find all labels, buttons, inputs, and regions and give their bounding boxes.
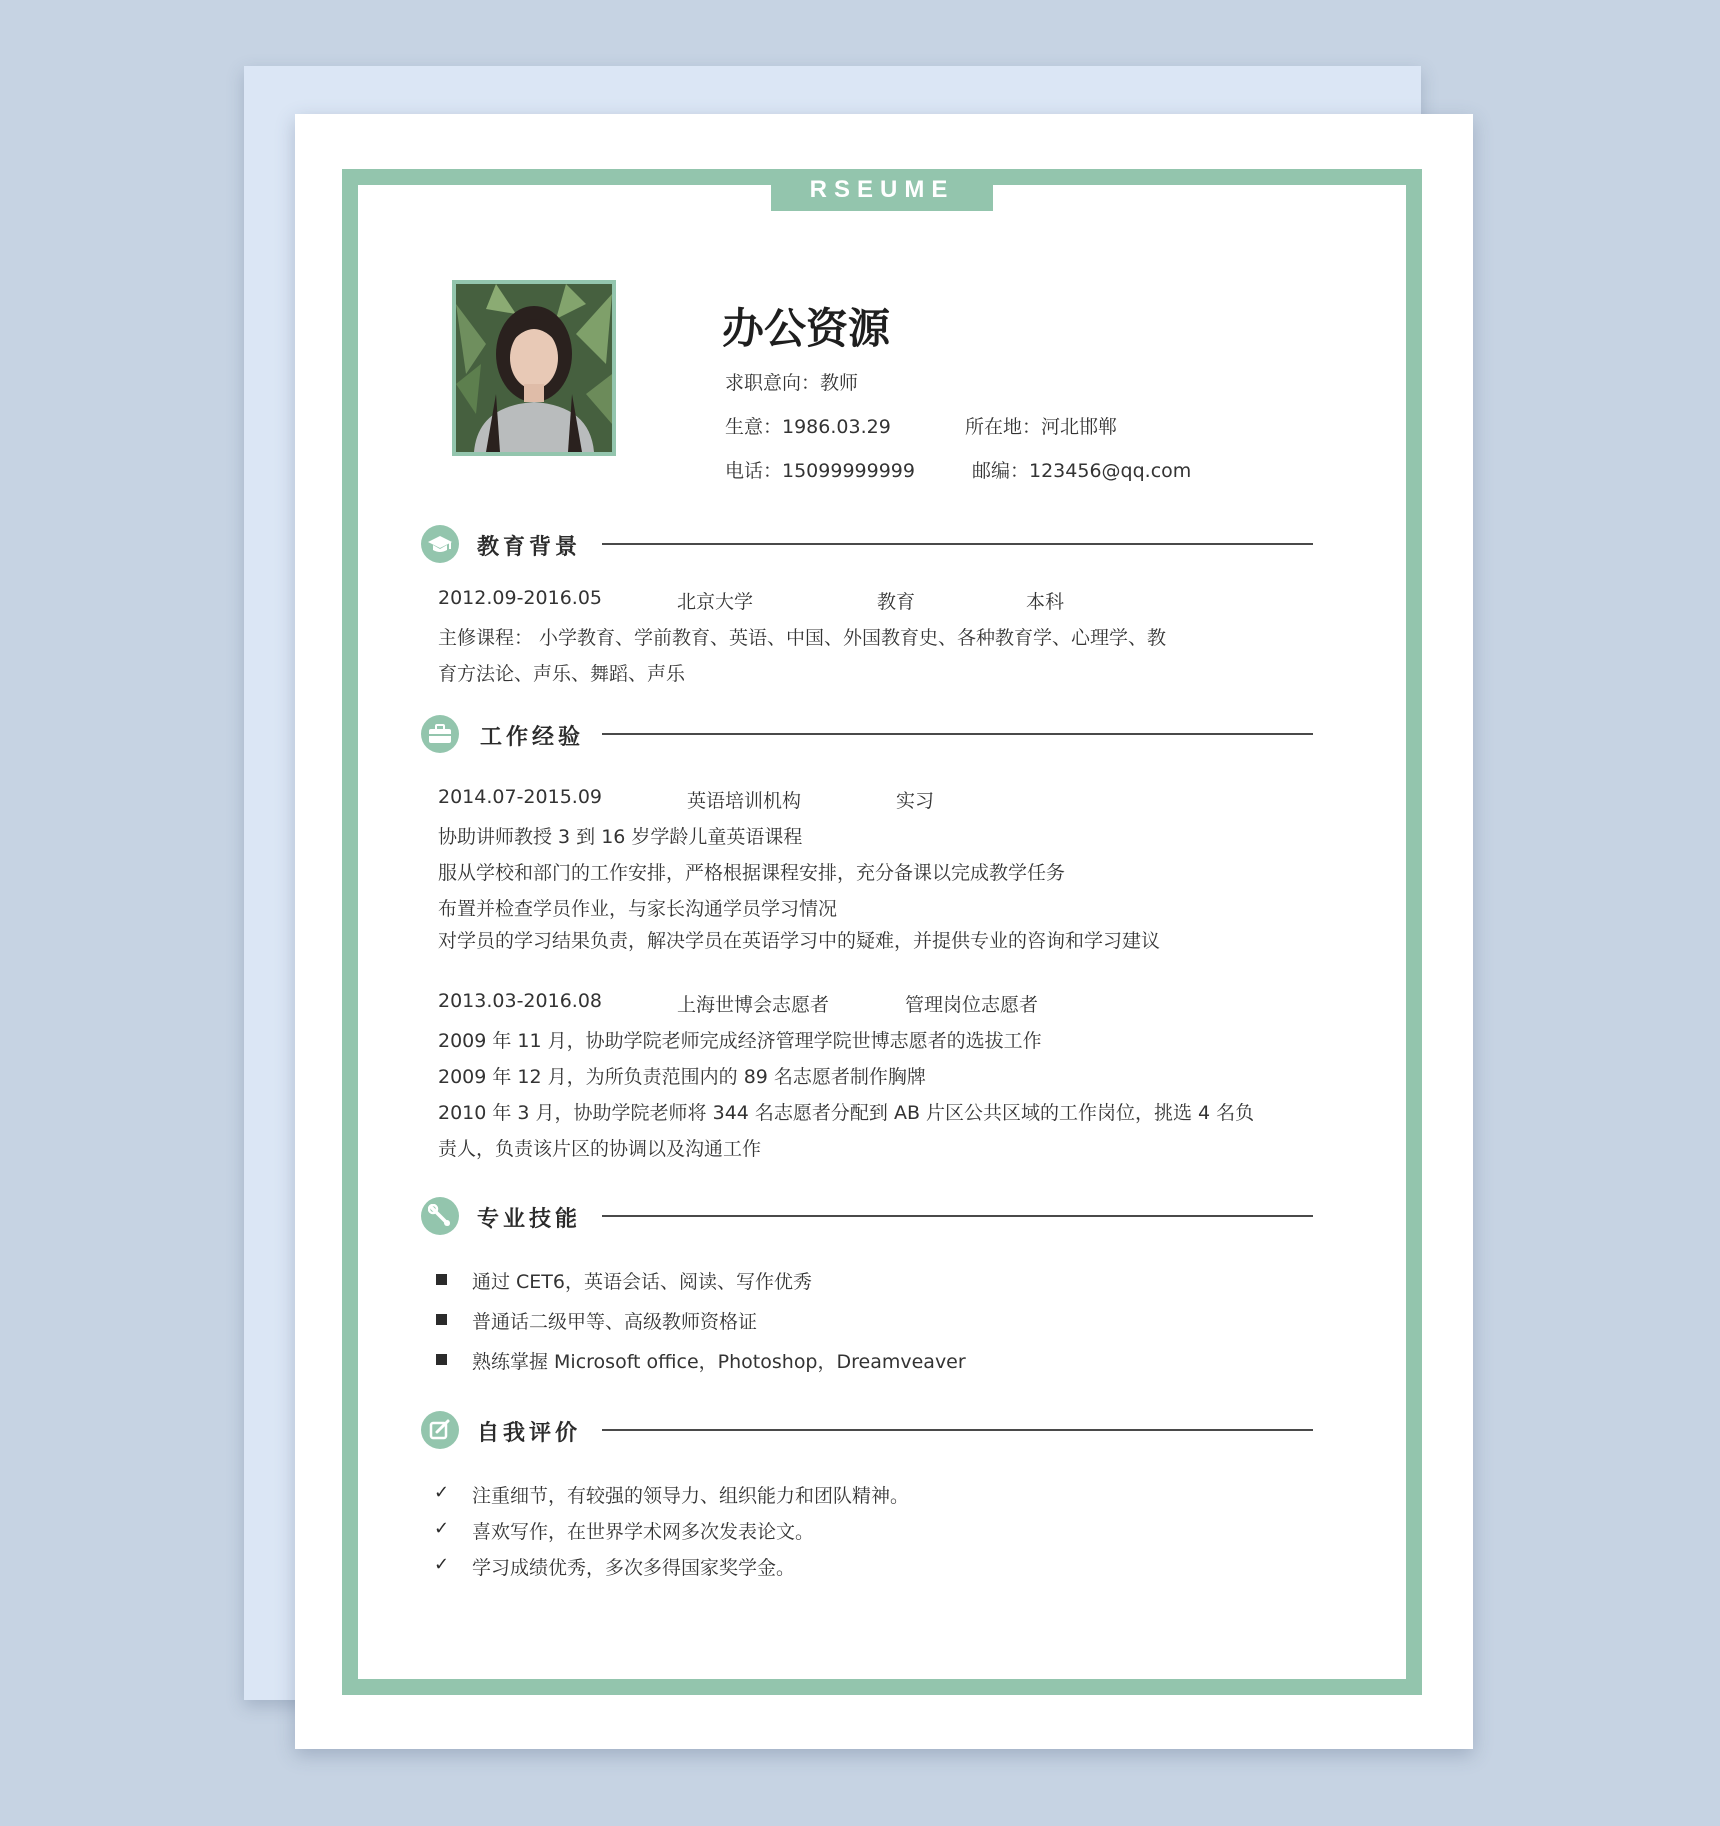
- education-degree: 本科: [1026, 591, 1065, 613]
- job-duty: 布置并检查学员作业，与家长沟通学员学习情况: [438, 898, 838, 920]
- portrait-image: [456, 284, 612, 452]
- section-title-education: 教育背景: [477, 535, 582, 560]
- education-courses: 主修课程： 小学教育、学前教育、英语、中国、外国教育史、各种教育学、心理学、教: [438, 627, 1167, 649]
- job-duty: 2009 年 12 月，为所负责范围内的 89 名志愿者制作胸牌: [438, 1066, 926, 1088]
- job-duty: 2010 年 3 月，协助学院老师将 344 名志愿者分配到 AB 片区公共区域的工作岗位，挑选 4 名负: [438, 1102, 1255, 1124]
- section-divider: [602, 543, 1313, 545]
- skill-item: 普通话二级甲等、高级教师资格证: [472, 1311, 758, 1333]
- graduation-cap-icon: [421, 525, 459, 563]
- briefcase-icon: [421, 715, 459, 753]
- job-period: 2013.03-2016.08: [438, 990, 602, 1012]
- education-period: 2012.09-2016.05: [438, 587, 602, 609]
- education-courses-cont: 育方法论、声乐、舞蹈、声乐: [438, 663, 686, 685]
- profile-photo: [452, 280, 616, 456]
- education-school: 北京大学: [677, 591, 754, 613]
- bullet-icon: [436, 1274, 447, 1285]
- job-duty: 责人，负责该片区的协调以及沟通工作: [438, 1138, 762, 1160]
- job-duty: 对学员的学习结果负责，解决学员在英语学习中的疑难，并提供专业的咨询和学习建议: [438, 930, 1161, 952]
- self-eval-item: 喜欢写作，在世界学术网多次发表论文。: [472, 1521, 815, 1543]
- self-eval-item: 注重细节，有较强的领导力、组织能力和团队精神。: [472, 1485, 910, 1507]
- section-title-self-eval: 自我评价: [477, 1421, 582, 1446]
- check-icon: ✓: [434, 1518, 450, 1539]
- skill-item: 通过 CET6，英语会话、阅读、写作优秀: [472, 1271, 813, 1293]
- phone: 电话：15099999999: [725, 460, 915, 482]
- email: 邮编：123456@qq.com: [972, 460, 1192, 482]
- job-duty: 服从学校和部门的工作安排，严格根据课程安排，充分备课以完成教学任务: [438, 862, 1066, 884]
- section-title-skills: 专业技能: [477, 1207, 582, 1232]
- bullet-icon: [436, 1354, 447, 1365]
- section-divider: [602, 1429, 1313, 1431]
- education-major: 教育: [877, 591, 916, 613]
- job-org: 上海世博会志愿者: [677, 994, 830, 1016]
- wrench-icon: [421, 1197, 459, 1235]
- birth-date: 生意：1986.03.29: [725, 416, 891, 438]
- bullet-icon: [436, 1314, 447, 1325]
- job-duty: 协助讲师教授 3 到 16 岁学龄儿童英语课程: [438, 826, 803, 848]
- check-icon: ✓: [434, 1482, 450, 1503]
- self-eval-item: 学习成绩优秀，多次多得国家奖学金。: [472, 1557, 796, 1579]
- job-role: 管理岗位志愿者: [905, 994, 1039, 1016]
- section-divider: [602, 1215, 1313, 1217]
- job-org: 英语培训机构: [687, 790, 802, 812]
- skill-item: 熟练掌握 Microsoft office，Photoshop，Dreamveaver: [472, 1351, 966, 1373]
- job-intention: 求职意向：教师: [725, 372, 859, 394]
- job-period: 2014.07-2015.09: [438, 786, 602, 808]
- resume-banner: RSEUME: [771, 169, 993, 211]
- check-icon: ✓: [434, 1554, 450, 1575]
- edit-icon: [421, 1411, 459, 1449]
- candidate-name: 办公资源: [722, 304, 891, 353]
- job-duty: 2009 年 11 月，协助学院老师完成经济管理学院世博志愿者的选拔工作: [438, 1030, 1042, 1052]
- section-title-work: 工作经验: [480, 725, 585, 750]
- job-role: 实习: [896, 790, 935, 812]
- section-divider: [602, 733, 1313, 735]
- location: 所在地：河北邯郸: [965, 416, 1118, 438]
